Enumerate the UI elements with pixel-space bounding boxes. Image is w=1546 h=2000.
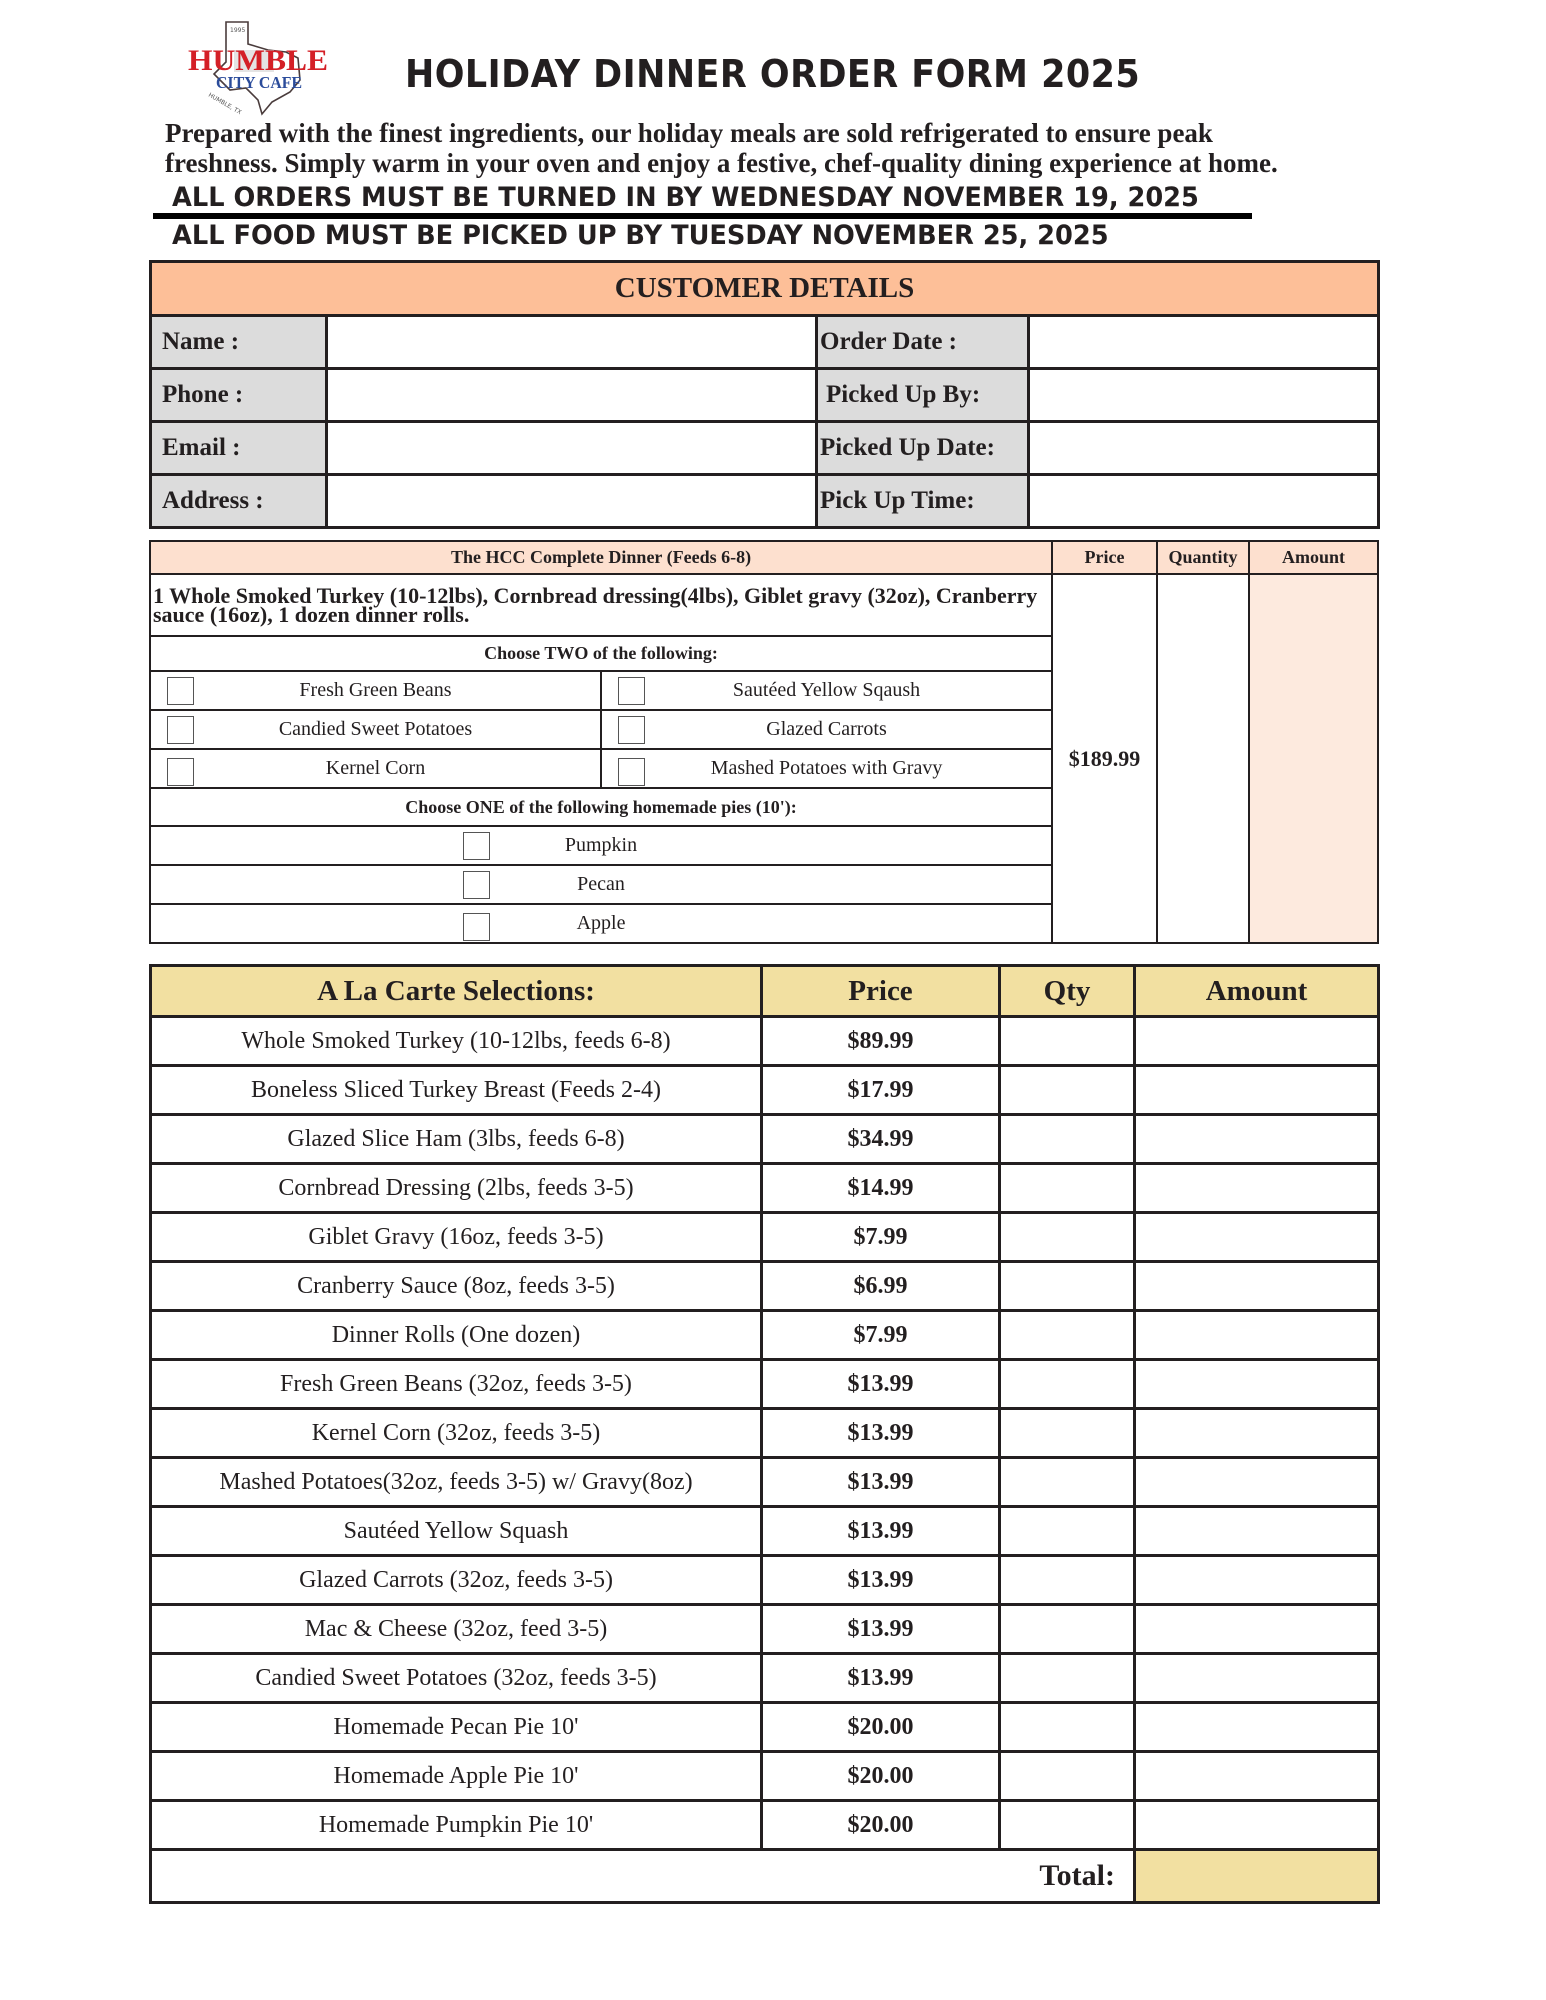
- amount-field[interactable]: [1135, 1017, 1379, 1066]
- item-price: $20.00: [762, 1752, 1000, 1801]
- item-name: Boneless Sliced Turkey Breast (Feeds 2-4): [151, 1066, 762, 1115]
- qty-field[interactable]: [1000, 1703, 1135, 1752]
- complete-dinner-title: The HCC Complete Dinner (Feeds 6-8): [150, 541, 1052, 574]
- order-deadline: ALL ORDERS MUST BE TURNED IN BY WEDNESDAY NOVEMBER 19, 2025: [172, 182, 1199, 213]
- side-option[interactable]: [150, 710, 601, 749]
- side-label: Sautéed Yellow Sqaush: [732, 679, 921, 701]
- item-name: Candied Sweet Potatoes (32oz, feeds 3-5): [151, 1654, 762, 1703]
- item-name: Mashed Potatoes(32oz, feeds 3-5) w/ Gravy(8oz): [151, 1458, 762, 1507]
- item-name: Glazed Slice Ham (3lbs, feeds 6-8): [151, 1115, 762, 1164]
- table-row: [151, 1458, 1379, 1507]
- order-date-label: Order Date :: [817, 316, 1029, 369]
- humble-city-cafe-logo: [186, 18, 336, 118]
- table-row: [151, 1556, 1379, 1605]
- item-price: $13.99: [762, 1654, 1000, 1703]
- item-name: Dinner Rolls (One dozen): [151, 1311, 762, 1360]
- item-price: $13.99: [762, 1360, 1000, 1409]
- table-row: [151, 1801, 1379, 1850]
- qty-field[interactable]: [1000, 1801, 1135, 1850]
- amount-field[interactable]: [1135, 1066, 1379, 1115]
- qty-field[interactable]: [1000, 1458, 1135, 1507]
- item-name: Cornbread Dressing (2lbs, feeds 3-5): [151, 1164, 762, 1213]
- checkbox[interactable]: [167, 716, 194, 744]
- item-name: Kernel Corn (32oz, feeds 3-5): [151, 1409, 762, 1458]
- qty-field[interactable]: [1000, 1409, 1135, 1458]
- item-price: $7.99: [762, 1311, 1000, 1360]
- name-field[interactable]: [327, 316, 817, 369]
- side-label: Glazed Carrots: [766, 718, 887, 740]
- item-price: $7.99: [762, 1213, 1000, 1262]
- price-column-header: Price: [1052, 541, 1157, 574]
- side-option[interactable]: [601, 671, 1052, 710]
- qty-field[interactable]: [1000, 1066, 1135, 1115]
- table-row: [151, 1017, 1379, 1066]
- qty-field[interactable]: [1000, 1164, 1135, 1213]
- amount-column-header: Amount: [1135, 966, 1379, 1017]
- intro-line-2: freshness. Simply warm in your oven and enjoy a festive, chef-quality dining experience at home.: [165, 148, 1278, 178]
- checkbox[interactable]: [618, 716, 645, 744]
- qty-field[interactable]: [1000, 1654, 1135, 1703]
- amount-field[interactable]: [1135, 1360, 1379, 1409]
- amount-field[interactable]: [1135, 1409, 1379, 1458]
- complete-dinner-amount-field[interactable]: [1249, 574, 1378, 943]
- item-name: Fresh Green Beans (32oz, feeds 3-5): [151, 1360, 762, 1409]
- amount-field[interactable]: [1135, 1556, 1379, 1605]
- item-price: $20.00: [762, 1801, 1000, 1850]
- qty-field[interactable]: [1000, 1556, 1135, 1605]
- complete-dinner-quantity-field[interactable]: [1157, 574, 1249, 943]
- table-row: [151, 1507, 1379, 1556]
- item-price: $17.99: [762, 1066, 1000, 1115]
- checkbox[interactable]: [167, 677, 194, 705]
- picked-up-date-field[interactable]: [1029, 422, 1379, 475]
- email-label: Email :: [151, 422, 327, 475]
- pickup-deadline: ALL FOOD MUST BE PICKED UP BY TUESDAY NOVEMBER 25, 2025: [172, 220, 1109, 251]
- intro-text: [165, 118, 1385, 178]
- quantity-column-header: Quantity: [1157, 541, 1249, 574]
- price-column-header: Price: [762, 966, 1000, 1017]
- item-price: $89.99: [762, 1017, 1000, 1066]
- address-field[interactable]: [327, 475, 817, 528]
- customer-details-header: CUSTOMER DETAILS: [151, 262, 1379, 316]
- item-price: $20.00: [762, 1703, 1000, 1752]
- item-name: Homemade Apple Pie 10': [151, 1752, 762, 1801]
- phone-label: Phone :: [151, 369, 327, 422]
- table-row: [151, 1654, 1379, 1703]
- table-row: [151, 1115, 1379, 1164]
- checkbox[interactable]: [618, 677, 645, 705]
- table-row: [151, 1752, 1379, 1801]
- side-option[interactable]: [150, 749, 601, 788]
- pick-up-time-label: Pick Up Time:: [817, 475, 1029, 528]
- item-price: $6.99: [762, 1262, 1000, 1311]
- page-title: HOLIDAY DINNER ORDER FORM 2025: [405, 52, 1141, 96]
- side-label: Candied Sweet Potatoes: [278, 718, 473, 740]
- customer-details-table: [149, 260, 1380, 529]
- amount-field[interactable]: [1135, 1164, 1379, 1213]
- side-option[interactable]: [601, 710, 1052, 749]
- complete-dinner-table: [149, 540, 1379, 944]
- item-name: Whole Smoked Turkey (10-12lbs, feeds 6-8): [151, 1017, 762, 1066]
- side-label: Kernel Corn: [325, 757, 426, 779]
- intro-line-1: Prepared with the finest ingredients, our holiday meals are sold refrigerated to ensure peak: [165, 118, 1213, 148]
- table-row: [151, 1360, 1379, 1409]
- table-row: [151, 1262, 1379, 1311]
- item-name: Mac & Cheese (32oz, feed 3-5): [151, 1605, 762, 1654]
- table-row: [151, 1409, 1379, 1458]
- amount-field[interactable]: [1135, 1115, 1379, 1164]
- item-price: $13.99: [762, 1605, 1000, 1654]
- address-label: Address :: [151, 475, 327, 528]
- qty-field[interactable]: [1000, 1115, 1135, 1164]
- item-price: $13.99: [762, 1409, 1000, 1458]
- picked-up-by-field[interactable]: [1029, 369, 1379, 422]
- side-option[interactable]: [150, 671, 601, 710]
- item-name: Sautéed Yellow Squash: [151, 1507, 762, 1556]
- table-row: [151, 1213, 1379, 1262]
- svg-text:1995: 1995: [230, 27, 246, 34]
- side-label: Mashed Potatoes with Gravy: [710, 757, 943, 779]
- table-row: [151, 1311, 1379, 1360]
- checkbox[interactable]: [618, 758, 645, 786]
- complete-dinner-price: $189.99: [1052, 574, 1157, 943]
- order-date-field[interactable]: [1029, 316, 1379, 369]
- qty-field[interactable]: [1000, 1017, 1135, 1066]
- qty-field[interactable]: [1000, 1360, 1135, 1409]
- item-price: $34.99: [762, 1115, 1000, 1164]
- qty-column-header: Qty: [1000, 966, 1135, 1017]
- item-name: Glazed Carrots (32oz, feeds 3-5): [151, 1556, 762, 1605]
- table-row: [151, 1605, 1379, 1654]
- pie-option[interactable]: [150, 826, 1052, 865]
- table-row: [151, 1703, 1379, 1752]
- item-name: Giblet Gravy (16oz, feeds 3-5): [151, 1213, 762, 1262]
- amount-field[interactable]: [1135, 1262, 1379, 1311]
- picked-up-by-label: Picked Up By:: [817, 369, 1029, 422]
- checkbox[interactable]: [463, 871, 490, 899]
- pick-up-time-field[interactable]: [1029, 475, 1379, 528]
- checkbox[interactable]: [463, 913, 490, 941]
- total-label: Total:: [151, 1850, 1135, 1903]
- amount-field[interactable]: [1135, 1605, 1379, 1654]
- side-label: Fresh Green Beans: [299, 679, 452, 701]
- picked-up-date-label: Picked Up Date:: [817, 422, 1029, 475]
- checkbox[interactable]: [167, 758, 194, 786]
- texas-outline-logo-icon: [186, 18, 336, 118]
- qty-field[interactable]: [1000, 1262, 1135, 1311]
- amount-column-header: Amount: [1249, 541, 1378, 574]
- amount-field[interactable]: [1135, 1507, 1379, 1556]
- item-price: $13.99: [762, 1556, 1000, 1605]
- qty-field[interactable]: [1000, 1752, 1135, 1801]
- item-price: $13.99: [762, 1507, 1000, 1556]
- item-price: $14.99: [762, 1164, 1000, 1213]
- email-field[interactable]: [327, 422, 817, 475]
- pies-prompt: Choose ONE of the following homemade pies (10'):: [150, 788, 1052, 826]
- item-price: $13.99: [762, 1458, 1000, 1507]
- complete-dinner-description: 1 Whole Smoked Turkey (10-12lbs), Cornbread dressing(4lbs), Giblet gravy (32oz), Cranberry sauce (16oz), 1 dozen dinner rolls.: [150, 574, 1052, 636]
- phone-field[interactable]: [327, 369, 817, 422]
- amount-field[interactable]: [1135, 1752, 1379, 1801]
- amount-field[interactable]: [1135, 1654, 1379, 1703]
- qty-field[interactable]: [1000, 1507, 1135, 1556]
- checkbox[interactable]: [463, 832, 490, 860]
- amount-field[interactable]: [1135, 1703, 1379, 1752]
- pie-label: Apple: [576, 912, 626, 934]
- item-column-header: A La Carte Selections:: [151, 966, 762, 1017]
- svg-text:CITY CAFE: CITY CAFE: [216, 73, 302, 92]
- amount-field[interactable]: [1135, 1801, 1379, 1850]
- item-name: Homemade Pecan Pie 10': [151, 1703, 762, 1752]
- amount-field[interactable]: [1135, 1311, 1379, 1360]
- pie-label: Pumpkin: [564, 834, 638, 856]
- name-label: Name :: [151, 316, 327, 369]
- table-row: [151, 1066, 1379, 1115]
- amount-field[interactable]: [1135, 1458, 1379, 1507]
- svg-text:HUMBLE: HUMBLE: [188, 44, 328, 77]
- table-row: [151, 1164, 1379, 1213]
- svg-text:HUMBLE, TX: HUMBLE, TX: [207, 91, 243, 117]
- amount-field[interactable]: [1135, 1213, 1379, 1262]
- item-name: Cranberry Sauce (8oz, feeds 3-5): [151, 1262, 762, 1311]
- item-name: Homemade Pumpkin Pie 10': [151, 1801, 762, 1850]
- qty-field[interactable]: [1000, 1311, 1135, 1360]
- a-la-carte-table: [149, 964, 1380, 1904]
- qty-field[interactable]: [1000, 1605, 1135, 1654]
- deadline-divider: [153, 213, 1252, 219]
- total-field[interactable]: [1135, 1850, 1379, 1903]
- sides-prompt: Choose TWO of the following:: [150, 636, 1052, 671]
- pie-label: Pecan: [577, 873, 625, 895]
- pie-option[interactable]: [150, 904, 1052, 943]
- side-option[interactable]: [601, 749, 1052, 788]
- pie-option[interactable]: [150, 865, 1052, 904]
- qty-field[interactable]: [1000, 1213, 1135, 1262]
